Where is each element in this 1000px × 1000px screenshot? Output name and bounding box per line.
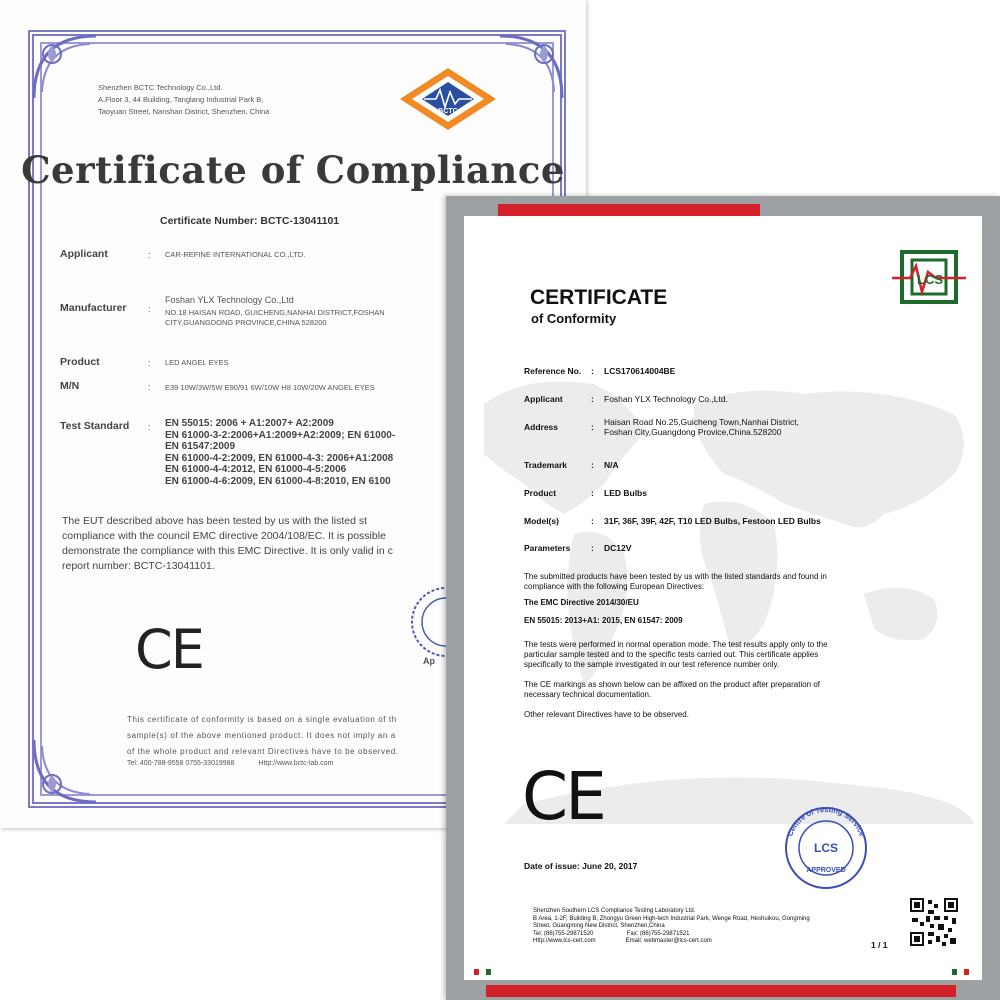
contact-tel: Tel: 400-788-9558 0755-33019988 [127, 760, 235, 767]
colon: : [148, 304, 151, 314]
colon: : [591, 460, 594, 470]
models-label: Model(s) [524, 516, 559, 526]
corner-ornament-icon [30, 32, 100, 102]
address-value-2: Foshan City,Guangdong Provice,China.528200 [604, 427, 782, 437]
ce-marking-text: necessary technical documentation. [524, 690, 652, 699]
bctc-logo-text: BCTC [438, 108, 458, 115]
test-standards [165, 418, 395, 488]
paragraph-line: demonstrate the compliance with this EMC Directive. It is only valid in c [62, 545, 393, 557]
manufacturer-label: Manufacturer [60, 302, 127, 314]
colon: : [148, 250, 151, 260]
lcs-certificate [446, 196, 1000, 1000]
colon: : [148, 358, 151, 368]
models-value: 31F, 36F, 39F, 42F, T10 LED Bulbs, Festoon LED Bulbs [604, 516, 821, 526]
product-label: Product [60, 356, 100, 368]
corner-ornament-icon [496, 32, 566, 102]
applied-standards: EN 55015: 2013+A1: 2015, EN 61547: 2009 [524, 616, 683, 625]
compliance-paragraph [62, 514, 442, 574]
color-marks-icon [474, 962, 494, 968]
standard-line: EN 55015: 2006 + A1:2007+ A2:2009 [165, 418, 334, 429]
color-marks-icon [952, 962, 972, 968]
standard-line: EN 61000-4-4:2012, EN 61000-4-5:2006 [165, 464, 347, 476]
lab-line: Shenzhen Southern LCS Compliance Testing Laboratory Ltd. [533, 908, 696, 914]
paragraph-line: compliance with the council EMC directive 2004/108/EC. It is possible [62, 530, 386, 542]
paragraph-line: The EUT described above has been tested by us with the listed st [62, 515, 368, 527]
applicant-label: Applicant [524, 394, 563, 404]
reference-value: LCS170614004BE [604, 366, 676, 376]
product-value: LED Bulbs [604, 488, 647, 498]
tests-text: The tests were performed in normal operation mode. The test results apply only to the [524, 640, 828, 649]
applicant-value: CAR-REFINE INTERNATIONAL CO.,LTD. [165, 250, 306, 259]
colon: : [591, 516, 594, 526]
stamp-text: Ap [423, 656, 435, 666]
standard-line: EN 61000-4-2:2009, EN 61000-4-3: 2006+A1:2008 [165, 452, 394, 464]
corner-ornament-icon [30, 736, 100, 806]
certificate-paper [464, 216, 982, 980]
stamp-top-text: Centre of Testing Service [785, 806, 867, 838]
lab-line: B Area, 1-2F, Building B, Zhongyu Green High-tech Industrial Park, Wenge Road, Heshuikou, Gongming [533, 915, 810, 922]
red-bar-top [498, 204, 760, 216]
manufacturer-name: Foshan YLX Technology Co.,Ltd [165, 295, 294, 305]
lcs-lab-info [533, 908, 810, 946]
product-label: Product [524, 488, 557, 498]
manufacturer-address: CITY,GUANGDONG PROVINCE,CHINA 528200 [165, 318, 327, 327]
paragraph-line: report number: BCTC-13041101. [62, 560, 215, 572]
lab-address-line: A,Floor 3, 44 Building, Tanglang Industrial Park B, [98, 95, 264, 104]
footer-line: sample(s) of the above mentioned product. It does not imply an a [127, 731, 396, 740]
date-of-issue: Date of issue: June 20, 2017 [524, 861, 638, 871]
qr-code-icon [908, 896, 960, 948]
standard-line: EN 61547:2009 [165, 441, 236, 453]
mn-value: E39 10W/3W/5W E90/91 6W/10W H8 10W/20W ANGEL EYES [165, 383, 375, 392]
bctc-logo-icon [398, 66, 498, 132]
page-number: 1 / 1 [871, 940, 888, 950]
bctc-footer-text [127, 712, 399, 760]
parameters-label: Parameters [524, 543, 571, 553]
ce-marking-text: The CE markings as shown below can be affixed on the product after preparation of [524, 680, 821, 689]
certificate-subtitle: of Conformity [531, 311, 617, 326]
lcs-logo-text: LCS [917, 272, 943, 287]
colon: : [591, 488, 594, 498]
trademark-value: N/A [604, 460, 619, 470]
parameters-value: DC12V [604, 543, 632, 553]
footer-line: of the whole product and relevant Directives have to be observed. [127, 747, 399, 756]
test-standard-label: Test Standard [60, 420, 130, 432]
lab-address [98, 82, 269, 118]
product-value: LED ANGEL EYES [165, 358, 229, 367]
colon: : [591, 366, 594, 376]
address-value: Haisan Road No.25,Guicheng Town,Nanhai District, [604, 417, 799, 427]
stamp-bottom-text: APPROVED [806, 867, 846, 874]
mn-label: M/N [60, 380, 80, 392]
lcs-logo-icon [890, 248, 968, 306]
applicant-label: Applicant [60, 248, 108, 260]
colon: : [591, 422, 594, 432]
lab-address-line: Taoyuan Street, Nanshan District, Shenzhen, China [98, 107, 270, 116]
emc-directive: The EMC Directive 2014/30/EU [524, 598, 639, 607]
certificate-title: Certificate of Compliance [21, 148, 565, 192]
tests-text: particular sample tested and to the specific tests carried out. This certificate applies [524, 650, 819, 659]
applicant-value: Foshan YLX Technology Co.,Ltd. [604, 394, 728, 404]
colon: : [591, 394, 594, 404]
footer-line: This certificate of conformity is based on a single evaluation of th [127, 715, 397, 724]
lab-line: Http://www.lcs-cert.com Email: webmaster@lcs-cert.com [533, 938, 712, 945]
trademark-label: Trademark [524, 460, 567, 470]
colon: : [148, 422, 151, 432]
tests-text: specifically to the sample investigated in our test reference number only. [524, 660, 780, 669]
manufacturer-address: NO.18 HAISAN ROAD, GUICHENG,NANHAI DISTRICT,FOSHAN [165, 308, 385, 317]
submitted-text: compliance with the following European Directives: [524, 582, 705, 591]
stamp-center-text: LCS [814, 841, 838, 855]
certificate-title: CERTIFICATE [530, 286, 668, 309]
lab-line: Tel: (86)755-29871520 Fax: (86)755-29871521 [533, 930, 690, 937]
bctc-contact [127, 760, 333, 767]
approval-stamp-icon [776, 806, 876, 890]
standard-line: EN 61000-3-2:2006+A1:2009+A2:2009; EN 61000- [165, 429, 396, 441]
lab-line: Street, Guangming New District, Shenzhen,China [533, 923, 665, 930]
red-bar-bottom [486, 985, 956, 997]
contact-web: Http://www.bctc-lab.com [258, 760, 334, 767]
reference-label: Reference No. [524, 366, 582, 376]
ce-mark: CE [135, 618, 203, 681]
submitted-text: The submitted products have been tested by us with the listed standards and found in [524, 572, 827, 581]
standard-line: EN 61000-4-6:2009, EN 61000-4-8:2010, EN 6100 [165, 475, 391, 487]
colon: : [148, 382, 151, 392]
lab-name: Shenzhen BCTC Technology Co.,Ltd. [98, 83, 223, 92]
ce-mark: CE [522, 758, 604, 835]
certificate-number: Certificate Number: BCTC-13041101 [160, 215, 340, 227]
address-label: Address [524, 422, 559, 432]
colon: : [591, 543, 594, 553]
other-directives: Other relevant Directives have to be observed. [524, 710, 689, 719]
